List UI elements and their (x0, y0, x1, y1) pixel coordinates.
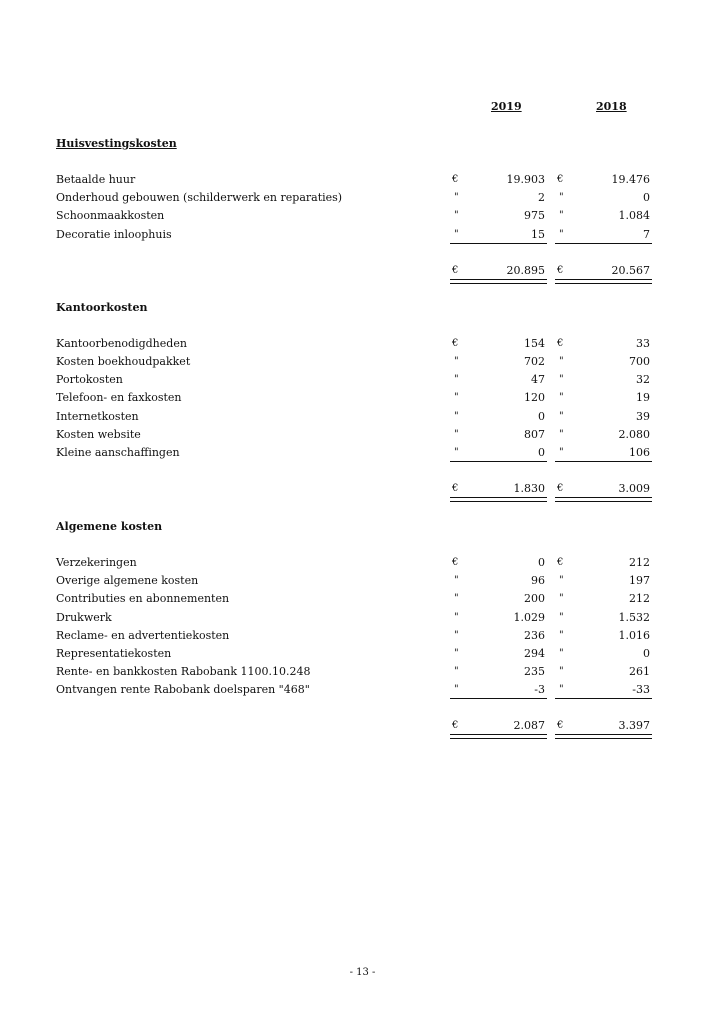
ditto-mark: " (454, 429, 459, 440)
value-2018: -33 (632, 683, 650, 696)
value-2019: 1.029 (513, 611, 545, 624)
subtotal-rule-2018 (555, 243, 652, 244)
value-2018: 7 (643, 228, 650, 241)
value-2019: 0 (538, 446, 545, 459)
row-label: Kosten boekhoudpakket (56, 355, 191, 368)
row-label: Kleine aanschaffingen (56, 446, 180, 459)
page-number: - 13 - (349, 967, 376, 978)
row-label: Overige algemene kosten (56, 574, 199, 587)
subtotal-rule-2019 (450, 461, 547, 462)
row-label: Internetkosten (56, 410, 139, 423)
value-2019: 15 (531, 228, 545, 241)
currency-symbol: € (452, 483, 459, 494)
value-2018: 1.084 (618, 209, 650, 222)
ditto-mark: " (454, 447, 459, 458)
value-2019: 294 (524, 647, 545, 660)
row-label: Kantoorbenodigdheden (56, 337, 187, 350)
ditto-mark: " (454, 229, 459, 240)
value-2018: 1.016 (618, 629, 650, 642)
value-2019: -3 (534, 683, 545, 696)
value-2018: 700 (629, 355, 650, 368)
row-label: Kosten website (56, 428, 141, 441)
value-2019: 975 (524, 209, 545, 222)
value-2019: 154 (524, 337, 545, 350)
total-2018: 3.009 (618, 482, 650, 495)
ditto-mark: " (454, 684, 459, 695)
subtotal-rule-2019 (450, 698, 547, 699)
ditto-mark: " (454, 210, 459, 221)
ditto-mark: " (559, 356, 564, 367)
subtotal-rule-2019 (450, 243, 547, 244)
ditto-mark: " (559, 374, 564, 385)
subtotal-rule-2018 (555, 698, 652, 699)
ditto-mark: " (559, 684, 564, 695)
row-label: Rente- en bankkosten Rabobank 1100.10.248 (56, 665, 311, 678)
ditto-mark: " (454, 575, 459, 586)
value-2018: 212 (629, 556, 650, 569)
row-label: Portokosten (56, 373, 123, 386)
ditto-mark: " (559, 612, 564, 623)
currency-symbol: € (452, 265, 459, 276)
ditto-mark: " (454, 666, 459, 677)
currency-symbol: € (557, 174, 564, 185)
total-double-rule-2019 (450, 734, 547, 739)
value-2019: 0 (538, 556, 545, 569)
ditto-mark: " (559, 192, 564, 203)
total-2018: 20.567 (611, 264, 650, 277)
row-label: Schoonmaakkosten (56, 209, 165, 222)
year-header-2018: 2018 (596, 100, 627, 113)
section-title-algemene-kosten: Algemene kosten (56, 520, 163, 533)
row-label: Telefoon- en faxkosten (56, 391, 182, 404)
value-2018: 212 (629, 592, 650, 605)
value-2019: 807 (524, 428, 545, 441)
currency-symbol: € (557, 338, 564, 349)
value-2018: 39 (636, 410, 650, 423)
section-title-kantoorkosten: Kantoorkosten (56, 301, 148, 314)
value-2019: 120 (524, 391, 545, 404)
row-label: Ontvangen rente Rabobank doelsparen "468" (56, 683, 310, 696)
ditto-mark: " (454, 392, 459, 403)
ditto-mark: " (559, 229, 564, 240)
currency-symbol: € (452, 557, 459, 568)
currency-symbol: € (452, 338, 459, 349)
ditto-mark: " (454, 356, 459, 367)
value-2019: 2 (538, 191, 545, 204)
row-label: Onderhoud gebouwen (schilderwerk en reparaties) (56, 191, 343, 204)
section-title-huisvestingskosten: Huisvestingskosten (56, 137, 177, 150)
ditto-mark: " (559, 648, 564, 659)
total-2019: 1.830 (513, 482, 545, 495)
row-label: Drukwerk (56, 611, 112, 624)
ditto-mark: " (559, 447, 564, 458)
value-2018: 33 (636, 337, 650, 350)
value-2019: 235 (524, 665, 545, 678)
value-2019: 702 (524, 355, 545, 368)
currency-symbol: € (557, 557, 564, 568)
ditto-mark: " (559, 666, 564, 677)
ditto-mark: " (454, 411, 459, 422)
ditto-mark: " (559, 593, 564, 604)
subtotal-rule-2018 (555, 461, 652, 462)
ditto-mark: " (454, 612, 459, 623)
total-double-rule-2018 (555, 497, 652, 502)
value-2018: 106 (629, 446, 650, 459)
total-double-rule-2018 (555, 279, 652, 284)
row-label: Representatiekosten (56, 647, 172, 660)
row-label: Reclame- en advertentiekosten (56, 629, 230, 642)
value-2019: 236 (524, 629, 545, 642)
ditto-mark: " (559, 630, 564, 641)
value-2018: 19.476 (611, 173, 650, 186)
ditto-mark: " (454, 593, 459, 604)
value-2018: 197 (629, 574, 650, 587)
ditto-mark: " (559, 429, 564, 440)
total-double-rule-2018 (555, 734, 652, 739)
ditto-mark: " (454, 192, 459, 203)
currency-symbol: € (452, 720, 459, 731)
row-label: Betaalde huur (56, 173, 136, 186)
row-label: Decoratie inloophuis (56, 228, 172, 241)
value-2018: 32 (636, 373, 650, 386)
total-2018: 3.397 (618, 719, 650, 732)
total-double-rule-2019 (450, 497, 547, 502)
ditto-mark: " (559, 575, 564, 586)
value-2018: 261 (629, 665, 650, 678)
value-2019: 200 (524, 592, 545, 605)
total-double-rule-2019 (450, 279, 547, 284)
currency-symbol: € (557, 265, 564, 276)
value-2019: 19.903 (506, 173, 545, 186)
value-2019: 47 (531, 373, 545, 386)
value-2019: 0 (538, 410, 545, 423)
row-label: Contributies en abonnementen (56, 592, 230, 605)
ditto-mark: " (559, 411, 564, 422)
ditto-mark: " (454, 630, 459, 641)
value-2018: 0 (643, 191, 650, 204)
row-label: Verzekeringen (56, 556, 137, 569)
value-2019: 96 (531, 574, 545, 587)
value-2018: 0 (643, 647, 650, 660)
total-2019: 20.895 (506, 264, 545, 277)
year-header-2019: 2019 (491, 100, 522, 113)
currency-symbol: € (557, 720, 564, 731)
ditto-mark: " (559, 392, 564, 403)
currency-symbol: € (452, 174, 459, 185)
total-2019: 2.087 (513, 719, 545, 732)
ditto-mark: " (454, 648, 459, 659)
value-2018: 19 (636, 391, 650, 404)
value-2018: 2.080 (618, 428, 650, 441)
value-2018: 1.532 (618, 611, 650, 624)
ditto-mark: " (454, 374, 459, 385)
ditto-mark: " (559, 210, 564, 221)
currency-symbol: € (557, 483, 564, 494)
